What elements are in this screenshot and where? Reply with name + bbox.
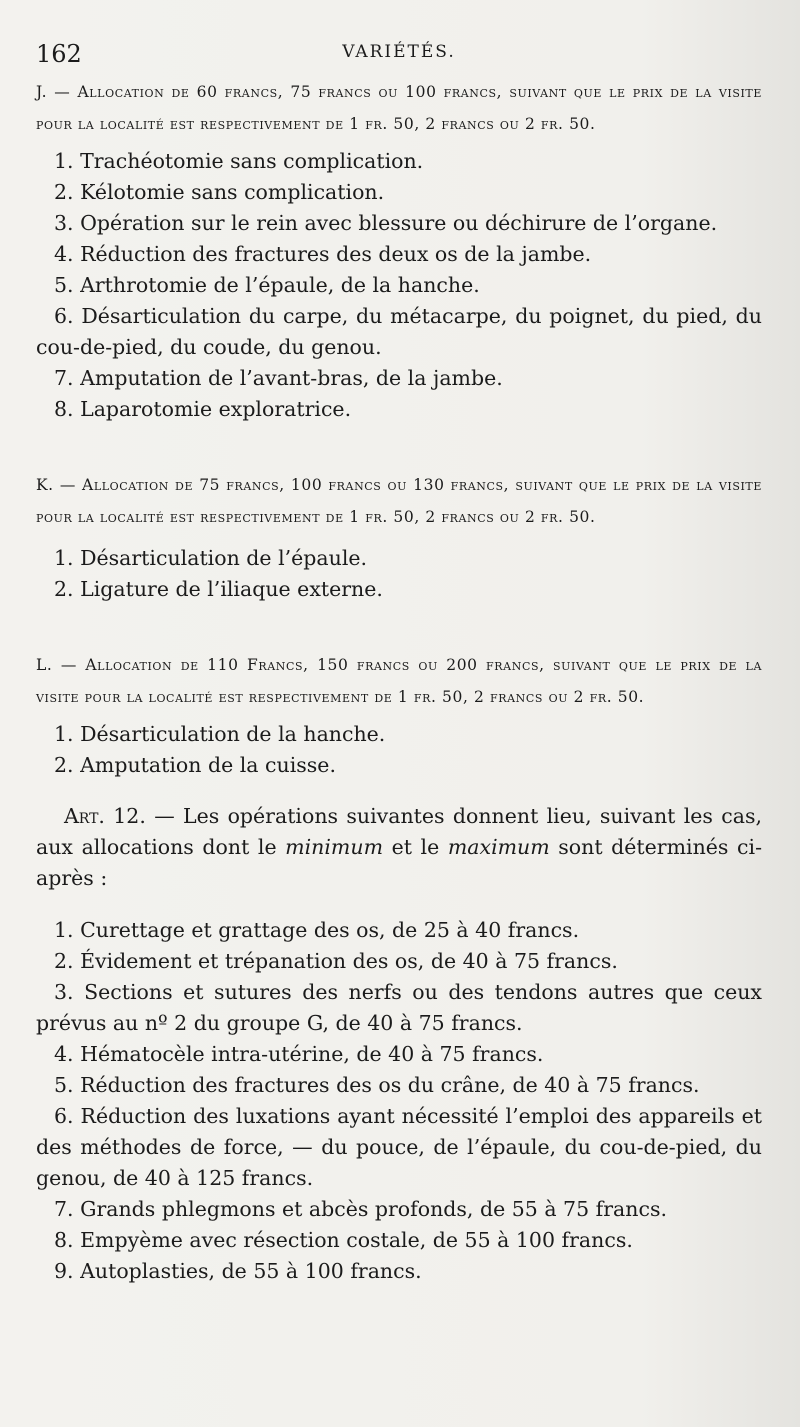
article-operation-list <box>36 915 762 1287</box>
list-item: 5. Réduction des fractures des os du crâne, de 40 à 75 francs. <box>54 1072 700 1097</box>
list-item: 8. Laparotomie exploratrice. <box>54 397 352 421</box>
article-12-paragraph <box>36 801 762 894</box>
section-heading-text: Allocation de 75 francs, 100 francs ou 130 francs, suivant que le prix de la visite pour la localité est respectivement de 1 fr. 50, 2 francs ou 2 fr. 50. <box>36 476 762 526</box>
list-item: 4. Réduction des fractures des deux os de la jambe. <box>54 242 592 266</box>
list-item: 1. Trachéotomie sans complication. <box>54 149 424 173</box>
list-item: 1. Désarticulation de la hanche. <box>54 722 386 746</box>
operation-list <box>36 543 762 605</box>
section-heading <box>36 76 762 140</box>
section-heading-text: Allocation de 110 Francs, 150 francs ou 200 francs, suivant que le prix de la visite pour la localité est respectivement de 1 fr. 50, 2 francs ou 2 fr. 50. <box>36 656 763 706</box>
section-k <box>36 469 762 605</box>
operation-list <box>36 719 762 781</box>
section-l <box>36 649 762 781</box>
article-emphasis: minimum <box>285 835 384 859</box>
list-item: 7. Amputation de l’avant-bras, de la jambe. <box>54 366 503 390</box>
list-item: 2. Ligature de l’iliaque externe. <box>54 577 383 601</box>
page-number: 162 <box>36 40 82 68</box>
list-item: 2. Amputation de la cuisse. <box>54 753 336 777</box>
section-letter: K. — <box>36 476 83 494</box>
section-letter: J. — <box>36 83 78 101</box>
article-text: et le <box>383 835 448 859</box>
section-letter: L. — <box>36 656 86 674</box>
running-head <box>36 30 762 76</box>
section-heading <box>36 649 762 713</box>
section-heading <box>36 469 762 533</box>
list-item: 6. Désarticulation du carpe, du métacarpe, du poignet, du pied, du cou-de-pied, du coude, du genou. <box>36 304 762 359</box>
operation-list <box>36 146 762 425</box>
article-text: — Les opérations suivantes donnent lieu, suivant les cas, aux allocations dont le <box>36 804 762 859</box>
list-item: 4. Hématocèle intra-utérine, de 40 à 75 francs. <box>54 1041 544 1066</box>
list-item: 5. Arthrotomie de l’épaule, de la hanche. <box>54 273 480 297</box>
list-item: 3. Opération sur le rein avec blessure ou déchirure de l’organe. <box>54 211 718 235</box>
list-item: 1. Désarticulation de l’épaule. <box>54 546 368 570</box>
list-item: 2. Évidement et trépanation des os, de 40 à 75 francs. <box>54 948 618 973</box>
article-label: Art. 12. <box>64 804 146 828</box>
section-j <box>36 76 762 425</box>
list-item: 6. Réduction des luxations ayant nécessité l’emploi des appareils et des méthodes de force, — du pouce, de l’épaule, du cou-de-pied, du genou, de 40 à 125 francs. <box>36 1103 762 1190</box>
list-item: 1. Curettage et grattage des os, de 25 à 40 francs. <box>54 917 580 942</box>
article-text: sont déterminés ci-après : <box>36 835 763 890</box>
section-heading-text: Allocation de 60 francs, 75 francs ou 100 francs, suivant que le prix de la visite pour la localité est respectivement de 1 fr. 50, 2 francs ou 2 fr. 50. <box>36 83 762 133</box>
list-item: 8. Empyème avec résection costale, de 55 à 100 francs. <box>54 1227 633 1252</box>
list-item: 2. Kélotomie sans complication. <box>54 180 385 204</box>
list-item: 9. Autoplasties, de 55 à 100 francs. <box>54 1258 422 1283</box>
list-item: 7. Grands phlegmons et abcès profonds, de 55 à 75 francs. <box>54 1196 667 1221</box>
article-emphasis: maximum <box>447 835 550 859</box>
list-item: 3. Sections et sutures des nerfs ou des tendons autres que ceux prévus au nº 2 du groupe G, de 40 à 75 francs. <box>36 979 762 1035</box>
running-title: VARIÉTÉS. <box>342 42 456 62</box>
